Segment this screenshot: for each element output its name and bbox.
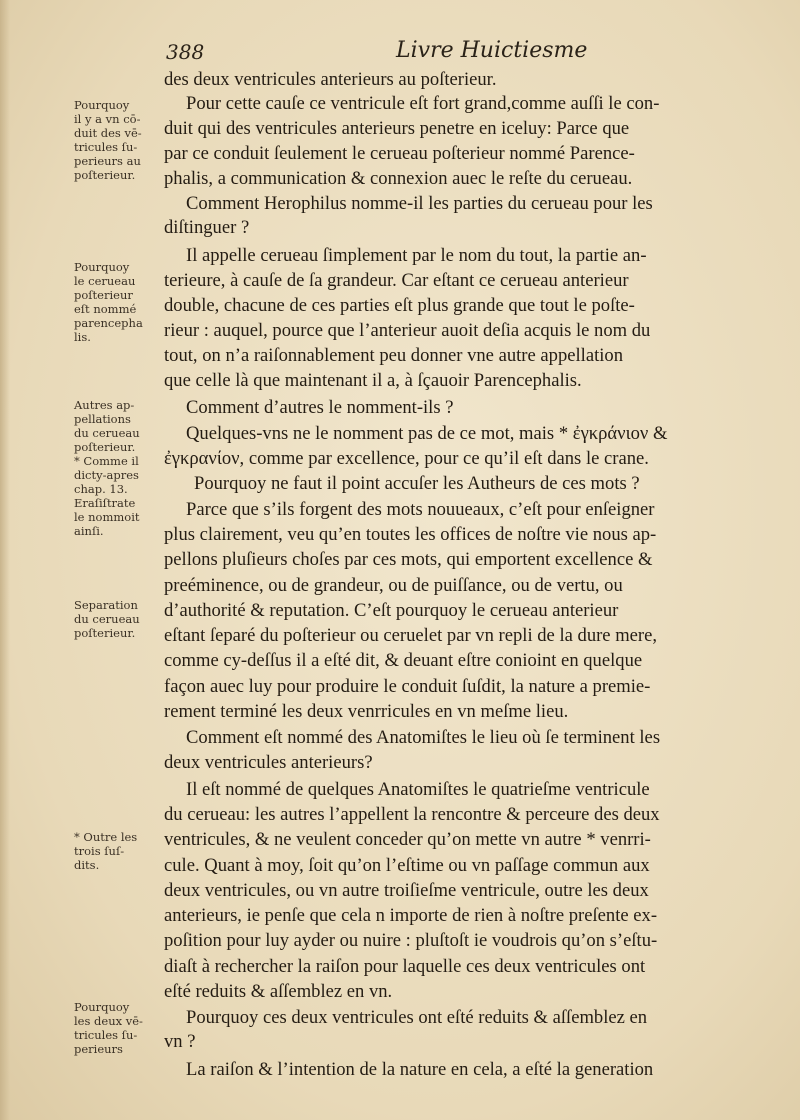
gutter-shadow <box>0 0 10 1120</box>
text-line: eſté reduits & aſſemblez en vn. <box>164 981 393 1002</box>
text-line: Comment eſt nommé des Anatomiſtes le lieu où ſe terminent les <box>186 727 661 748</box>
text-line: des deux ventricules anterieurs au poſterieur. <box>164 69 497 90</box>
text-line: La raiſon & l’intention de la nature en cela, a eſté la generation <box>186 1059 654 1080</box>
page-number: 388 <box>166 40 205 64</box>
text-line: plus clairement, veu qu’en toutes les offices de noſtre vie nous ap- <box>164 524 657 545</box>
margin-note: Pourquoy il y a vn cō- duit des vē- tricules ſu- perieurs au poſterieur. <box>74 98 142 182</box>
text-line: comme cy-deſſus il a eſté dit, & deuant eſtre conioint en quelque <box>164 650 643 671</box>
page-header <box>160 38 780 68</box>
text-line: pellons pluſieurs choſes par ces mots, qui emportent excellence & <box>164 549 653 570</box>
text-line: deux ventricules, ou vn autre troiſieſme ventricule, outre les deux <box>164 880 649 901</box>
text-line: Quelques-vns ne le nomment pas de ce mot, mais * ἐγκράνιον & <box>186 423 668 444</box>
text-line: deux ventricules anterieurs? <box>164 752 373 773</box>
text-line: rement terminé les deux venrricules en vn meſme lieu. <box>164 701 569 722</box>
text-line: Parce que s’ils forgent des mots nouueaux, c’eſt pour enſeigner <box>186 499 655 520</box>
text-line: rieur : auquel, pource que l’anterieur auoit deſia acquis le nom du <box>164 320 651 341</box>
running-title: Livre Huictiesme <box>396 38 588 63</box>
text-line: Il appelle cerueau ſimplement par le nom du tout, la partie an- <box>186 245 647 266</box>
text-line: tout, on n’a raiſonnablement peu donner vne autre appellation <box>164 345 624 366</box>
text-line: Comment Herophilus nomme-il les parties du cerueau pour les <box>186 193 653 214</box>
margin-note: * Outre les trois ſuſ- dits. <box>74 830 138 872</box>
text-line: cule. Quant à moy, ſoit qu’on l’eſtime ou vn paſſage commun aux <box>164 855 650 876</box>
text-line: par ce conduit ſeulement le cerueau poſterieur nommé Parence- <box>164 143 635 164</box>
text-line: anterieurs, ie penſe que cela n importe de rien à noſtre preſente ex- <box>164 905 658 926</box>
margin-note: Pourquoy les deux vē- tricules ſu- perieurs <box>74 1000 143 1056</box>
text-line: Pour cette cauſe ce ventricule eſt fort grand,comme auſſi le con- <box>186 93 660 114</box>
text-line: diſtinguer ? <box>164 217 250 238</box>
text-line: Pourquoy ne faut il point accuſer les Autheurs de ces mots ? <box>194 473 640 494</box>
text-line: d’authorité & reputation. C’eſt pourquoy le cerueau anterieur <box>164 600 619 621</box>
margin-note: Separation du cerueau poſterieur. <box>74 598 140 640</box>
text-line: Comment d’autres le nomment-ils ? <box>186 397 454 418</box>
text-line: Pourquoy ces deux ventricules ont eſté reduits & aſſemblez en <box>186 1007 648 1028</box>
text-line: vn ? <box>164 1031 196 1052</box>
text-line: preéminence, ou de grandeur, ou de puiſſance, ou de vertu, ou <box>164 575 623 596</box>
text-line: ventricules, & ne veulent conceder qu’on mette vn autre * venrri- <box>164 829 651 850</box>
text-line: terieure, à cauſe de ſa grandeur. Car eſtant ce cerueau anterieur <box>164 270 629 291</box>
margin-note: Autres ap- pellations du cerueau poſterieur. * Comme il dicty-apres chap. 13. Eraſiſtrate le nommoit ainſi. <box>74 398 140 538</box>
text-line: façon auec luy pour produire le conduit ſuſdit, la nature a premie- <box>164 676 651 697</box>
text-line: du cerueau: les autres l’appellent la rencontre & perceure des deux <box>164 804 660 825</box>
margin-note: Pourquoy le cerueau poſterieur eſt nommé parencepha lis. <box>74 260 143 344</box>
text-line: eſtant ſeparé du poſterieur ou ceruelet par vn repli de la dure mere, <box>164 625 658 646</box>
text-line: ἐγκρανίον, comme par excellence, pour ce qu’il eſt dans le crane. <box>164 448 649 469</box>
text-line: double, chacune de ces parties eſt plus grande que tout le poſte- <box>164 295 635 316</box>
text-line: duit qui des ventricules anterieurs penetre en iceluy: Parce que <box>164 118 630 139</box>
text-line: diaſt à rechercher la raiſon pour laquelle ces deux ventricules ont <box>164 956 646 977</box>
text-line: poſition pour luy ayder ou nuire : pluſtoſt ie voudrois qu’on s’eſtu- <box>164 930 658 951</box>
text-line: phalis, a communication & connexion auec le reſte du cerueau. <box>164 168 633 189</box>
text-line: que celle là que maintenant il a, à ſçauoir Parencephalis. <box>164 370 582 391</box>
text-line: Il eſt nommé de quelques Anatomiſtes le quatrieſme ventricule <box>186 779 650 800</box>
